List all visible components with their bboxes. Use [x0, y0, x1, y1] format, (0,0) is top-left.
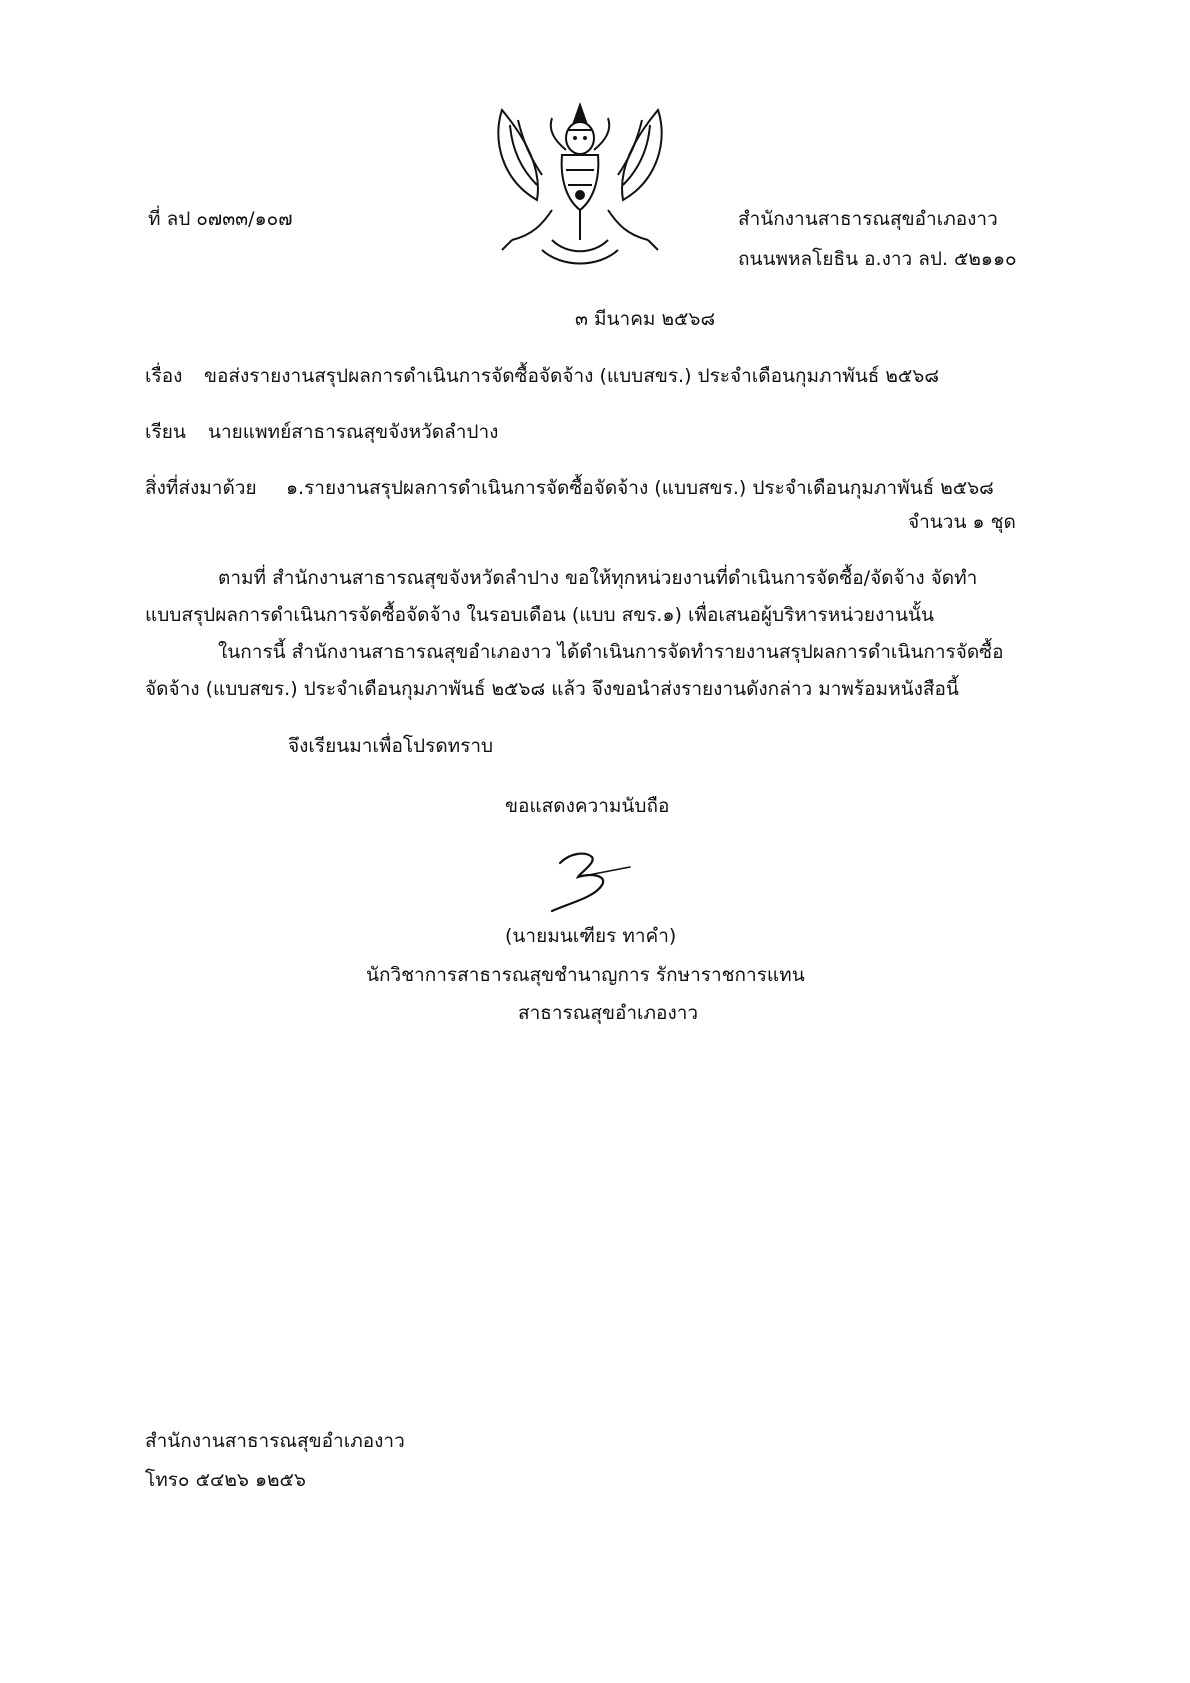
body-paragraph-2-line-1: ในการนี้ สำนักงานสาธารณสุขอำเภองาว ได้ดำเนินการจัดทำรายงานสรุปผลการดำเนินการจัดซื้อ — [218, 641, 1004, 663]
body-paragraph-1-line-2: แบบสรุปผลการดำเนินการจัดซื้อจัดจ้าง ในรอบเดือน (แบบ สขร.๑) เพื่อเสนอผู้บริหารหน่วยงานนั้น — [145, 604, 934, 626]
recipient-label: เรียน — [145, 421, 186, 443]
signatory-name: (นายมนเฑียร ทาคำ) — [505, 925, 677, 947]
subject-text: ขอส่งรายงานสรุปผลการดำเนินการจัดซื้อจัดจ้าง (แบบสขร.) ประจำเดือนกุมภาพันธ์ ๒๕๖๘ — [204, 365, 940, 387]
enclosure-text: ๑.รายงานสรุปผลการดำเนินการจัดซื้อจัดจ้าง (แบบสขร.) ประจำเดือนกุมภาพันธ์ ๒๕๖๘ — [286, 477, 994, 499]
body-paragraph-1-line-1: ตามที่ สำนักงานสาธารณสุขจังหวัดลำปาง ขอให้ทุกหน่วยงานที่ดำเนินการจัดซื้อ/จัดจ้าง จัดทำ — [218, 567, 978, 589]
signatory-position-line-2: สาธารณสุขอำเภองาว — [518, 1002, 699, 1024]
reference-number: ที่ ลป ๐๗๓๓/๑๐๗ — [148, 208, 293, 230]
office-name: สำนักงานสาธารณสุขอำเภองาว — [738, 208, 998, 230]
salutation: ขอแสดงความนับถือ — [505, 795, 670, 817]
body-paragraph-2-line-2: จัดจ้าง (แบบสขร.) ประจำเดือนกุมภาพันธ์ ๒๕๖๘ แล้ว จึงขอนำส่งรายงานดังกล่าว มาพร้อมหนังสือนี้ — [145, 678, 959, 700]
letter-date: ๓ มีนาคม ๒๕๖๘ — [575, 308, 716, 330]
office-address: ถนนพหลโยธิน อ.งาว ลป. ๕๒๑๑๐ — [738, 248, 1017, 270]
enclosure-quantity: จำนวน ๑ ชุด — [908, 511, 1016, 533]
garuda-emblem-icon — [482, 100, 678, 270]
enclosure-label: สิ่งที่ส่งมาด้วย — [145, 477, 257, 499]
closing-request: จึงเรียนมาเพื่อโปรดทราบ — [288, 735, 494, 757]
footer-office: สำนักงานสาธารณสุขอำเภองาว — [145, 1430, 405, 1452]
handwritten-signature — [540, 845, 640, 915]
subject-label: เรื่อง — [145, 365, 183, 387]
footer-phone: โทร๐ ๕๔๒๖ ๑๒๕๖ — [145, 1469, 306, 1491]
signatory-position-line-1: นักวิชาการสาธารณสุขชำนาญการ รักษาราชการแทน — [366, 964, 805, 986]
recipient-text: นายแพทย์สาธารณสุขจังหวัดลำปาง — [208, 421, 499, 443]
